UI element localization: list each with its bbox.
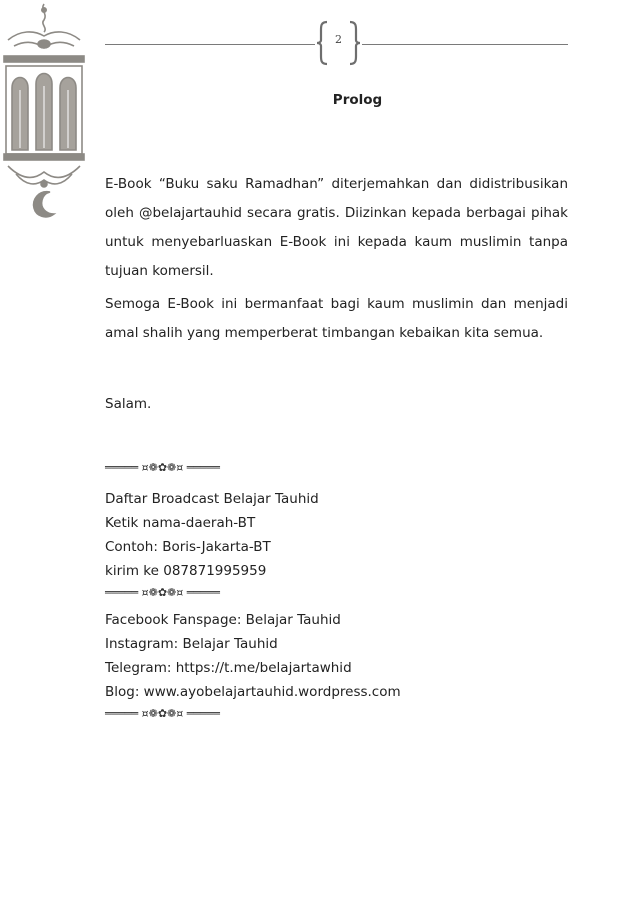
lantern-ornament-icon [0,0,90,230]
blog-link: Blog: www.ayobelajartauhid.wordpress.com [105,684,401,700]
broadcast-example: Contoh: Boris-Jakarta-BT [105,539,271,555]
header-rule-left [105,44,315,45]
intro-paragraph: E-Book “Buku saku Ramadhan” diterjemahkan dan didistribusikan oleh @belajartauhid secara gratis. Diizinkan kepada berbagai pihak untuk menyebarluaskan E-Book ini kepada kaum muslimin tanpa tujuan komersil. [105,176,568,279]
page-title: Prolog [332,92,383,108]
ornament-divider: ═════ ¤❁✿❁¤ ═════ [105,461,220,474]
page-number-frame [315,20,362,66]
facebook-link: Facebook Fanspage: Belajar Tauhid [105,612,341,628]
page-number: 2 [335,33,342,46]
hope-paragraph: Semoga E-Book ini bermanfaat bagi kaum muslimin dan menjadi amal shalih yang memperberat timbangan kebaikan kita semua. [105,296,568,341]
telegram-link: Telegram: https://t.me/belajartawhid [105,660,352,676]
broadcast-title: Daftar Broadcast Belajar Tauhid [105,491,319,507]
ornament-divider: ═════ ¤❁✿❁¤ ═════ [105,707,220,720]
instagram-link: Instagram: Belajar Tauhid [105,636,278,652]
broadcast-format: Ketik nama-daerah-BT [105,515,256,531]
closing-greeting: Salam. [105,396,152,412]
header-rule-right [362,44,568,45]
ornament-divider: ═════ ¤❁✿❁¤ ═════ [105,586,220,599]
broadcast-number: kirim ke 087871995959 [105,563,267,579]
